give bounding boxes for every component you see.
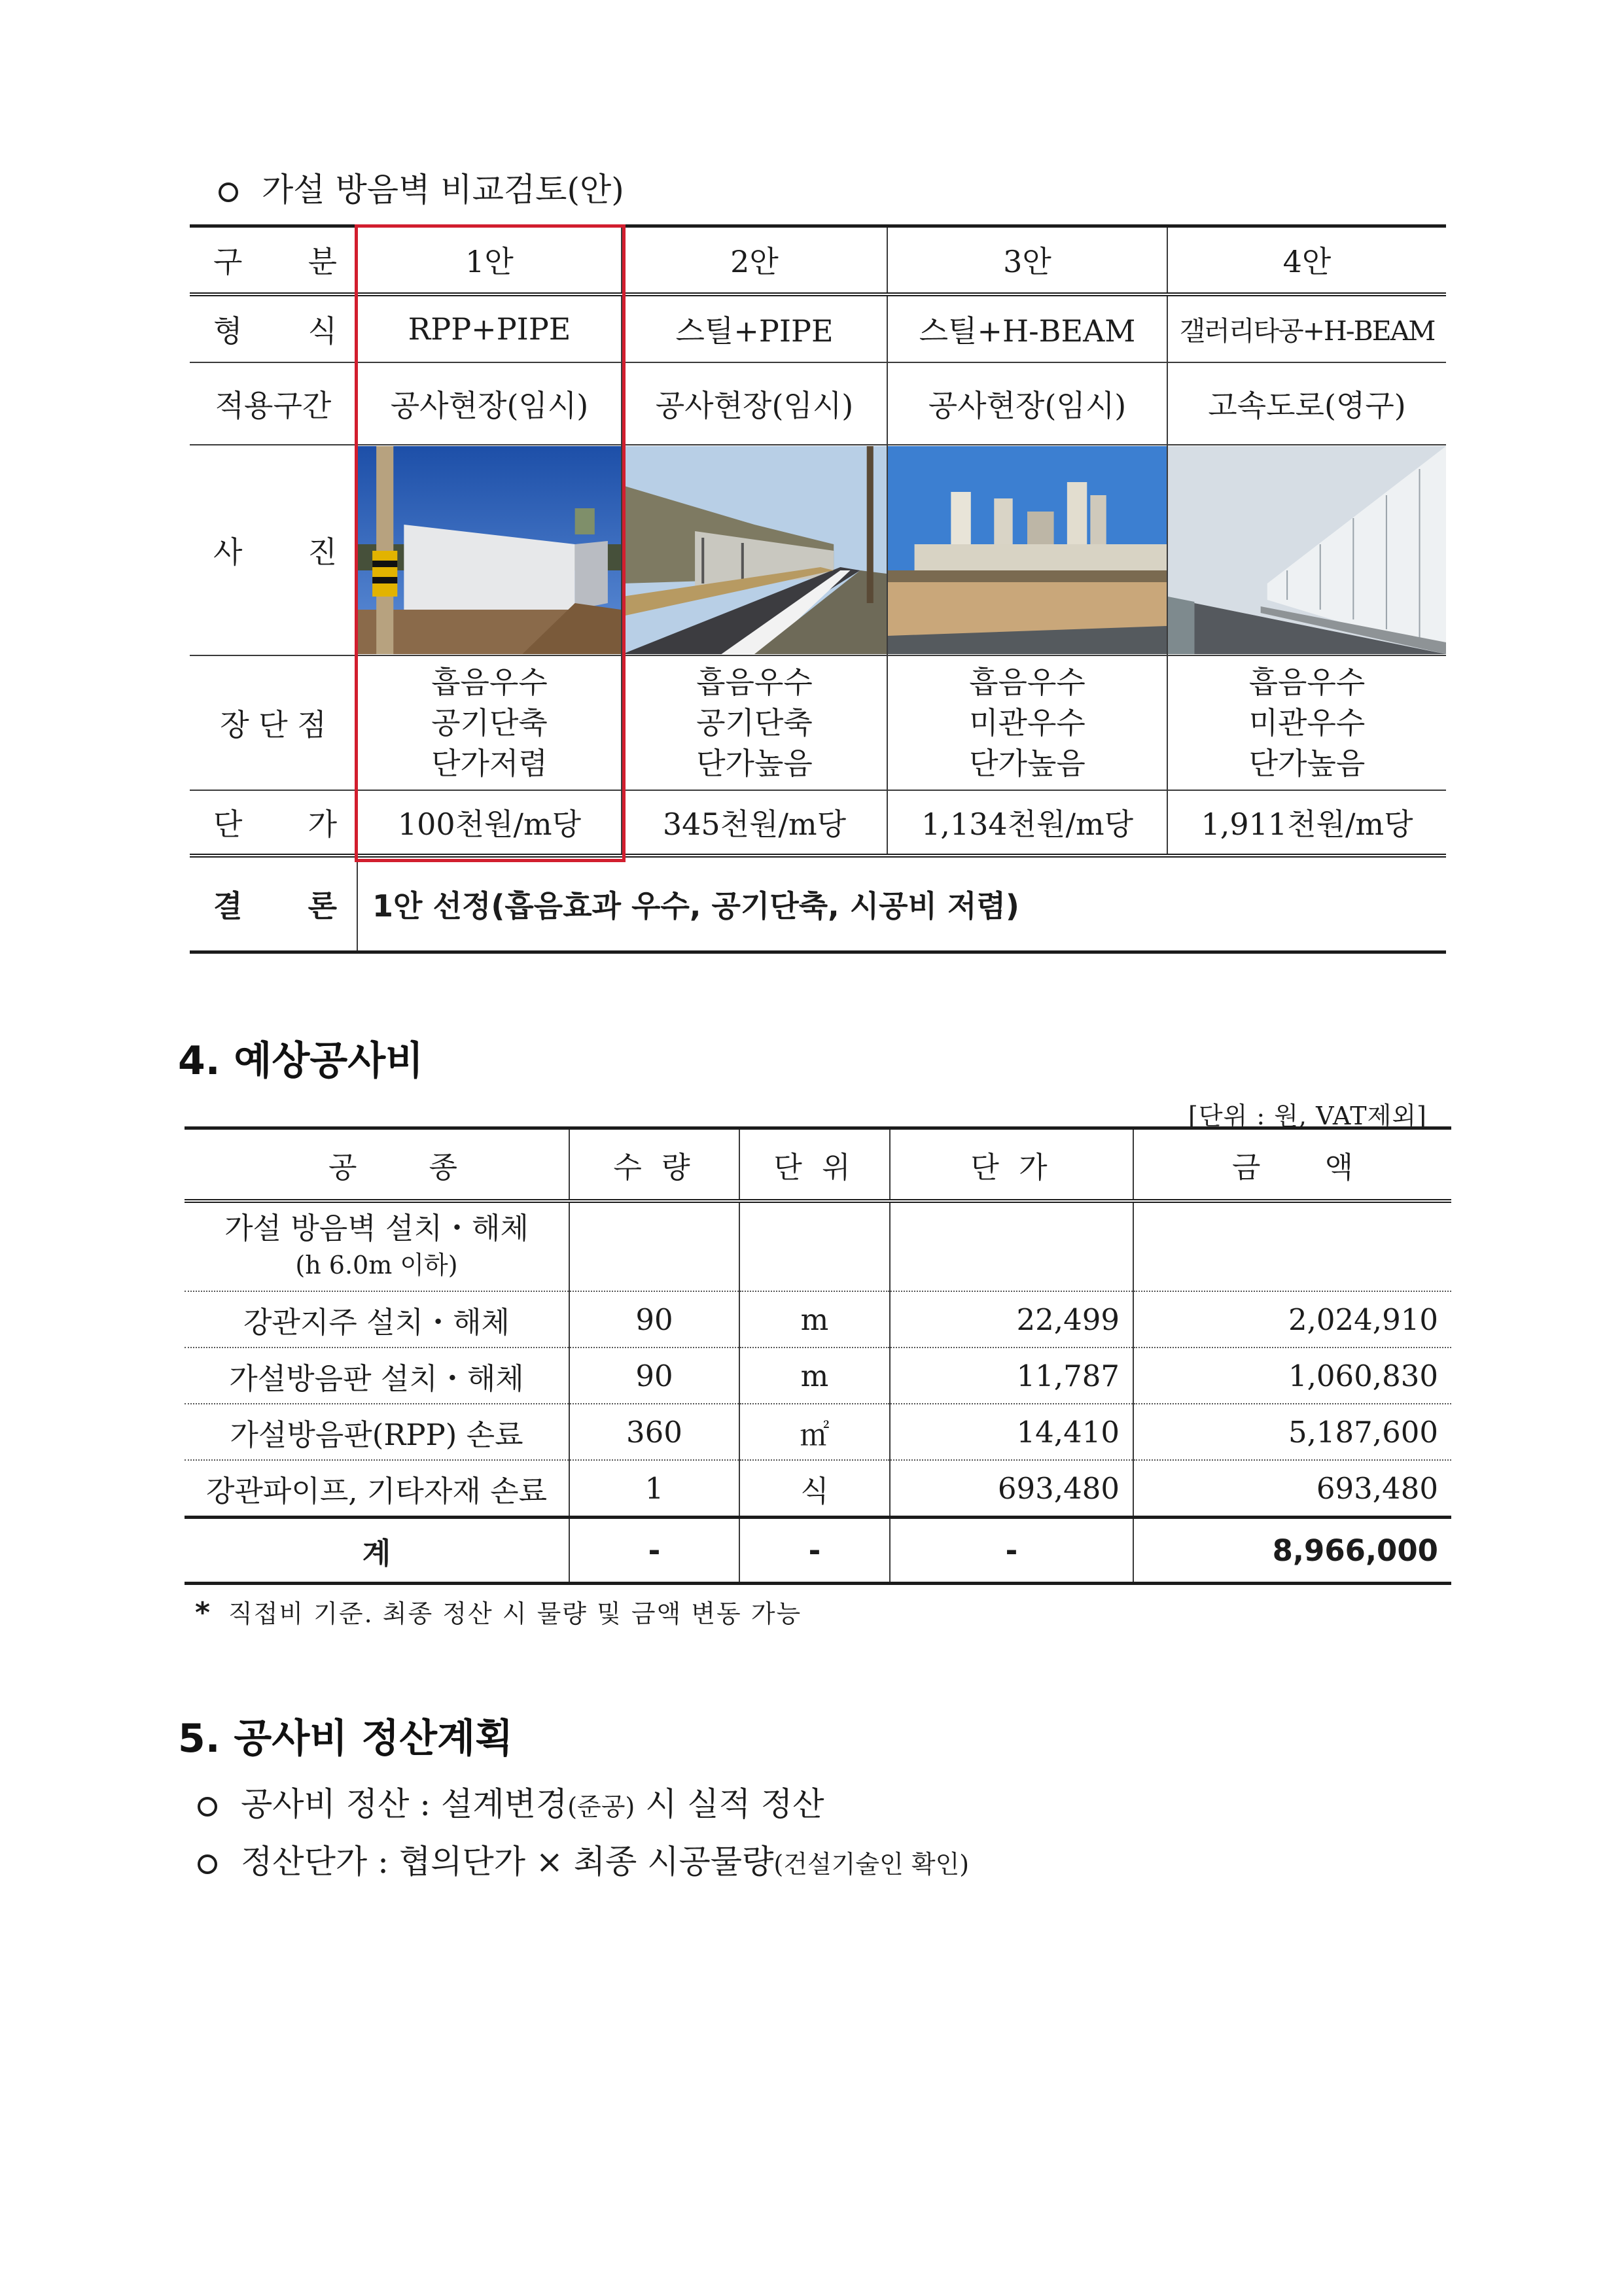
- price-label: 단 가: [190, 790, 357, 856]
- pros-2-line-2: 공기단축: [696, 704, 813, 740]
- header-label-cell: 구 분: [190, 226, 357, 294]
- price-option-3: 1,134천원/m당: [887, 790, 1167, 856]
- cost-row-amount: 693,480: [1133, 1460, 1451, 1518]
- cost-row-unit: 식: [739, 1460, 890, 1518]
- group-amount-empty: [1133, 1201, 1451, 1291]
- settlement-item-1: [198, 1778, 824, 1825]
- steel-pipe-wall-photo: [622, 446, 887, 654]
- group-title-cell: [185, 1201, 569, 1291]
- scope-label: 적용구간: [190, 362, 357, 445]
- type-option-1: RPP+PIPE: [357, 294, 622, 362]
- cost-row-item: 가설방음판 설치・해체: [185, 1348, 569, 1404]
- type-option-3: 스틸+H-BEAM: [887, 294, 1167, 362]
- group-row: [185, 1201, 1451, 1291]
- price-option-1: 100천원/m당: [357, 790, 622, 856]
- photo-label: 사 진: [190, 445, 357, 655]
- cost-header-row: [185, 1128, 1451, 1202]
- option-1-header: 1안: [357, 226, 622, 294]
- pros-4-line-3: 단가높음: [1248, 745, 1366, 781]
- cost-row: [185, 1348, 1451, 1404]
- header-amount: 금 액: [1133, 1128, 1451, 1202]
- total-amount: 8,966,000: [1133, 1518, 1451, 1584]
- pros-3-line-3: 단가높음: [969, 745, 1086, 781]
- cost-row: [185, 1291, 1451, 1348]
- cost-row-unit: m: [739, 1348, 890, 1404]
- conclusion-row: [190, 856, 1446, 952]
- comparison-heading: 가설 방음벽 비교검토(안): [262, 171, 624, 209]
- cost-row-price: 693,480: [890, 1460, 1133, 1518]
- header-unit-price: 단 가: [890, 1128, 1133, 1202]
- cost-table: [185, 1126, 1451, 1585]
- pros-1-line-3: 단가저렴: [431, 745, 548, 781]
- scope-option-2: 공사현장(임시): [622, 362, 887, 445]
- photo-option-2: [622, 445, 887, 655]
- group-qty-empty: [569, 1201, 739, 1291]
- footnote: [195, 1593, 802, 1629]
- group-price-empty: [890, 1201, 1133, 1291]
- footnote-text: 직접비 기준. 최종 정산 시 물량 및 금액 변동 가능: [228, 1599, 802, 1628]
- settlement-item-1-rest: 시 실적 정산: [635, 1785, 824, 1823]
- pros-3-line-2: 미관우수: [969, 704, 1086, 740]
- photo-option-3: [887, 445, 1167, 655]
- cost-row-amount: 5,187,600: [1133, 1404, 1451, 1460]
- pros-2-line-3: 단가높음: [696, 745, 813, 781]
- type-label: 형 식: [190, 294, 357, 362]
- pros-4-line-1: 흡음우수: [1248, 664, 1366, 700]
- header-unit: 단 위: [739, 1128, 890, 1202]
- pros-4-line-2: 미관우수: [1248, 704, 1366, 740]
- cost-row-qty: 1: [569, 1460, 739, 1518]
- settlement-item-1-small: (준공): [567, 1792, 635, 1821]
- pros-1-line-2: 공기단축: [431, 704, 548, 740]
- cost-row-qty: 90: [569, 1348, 739, 1404]
- cost-row-price: 22,499: [890, 1291, 1133, 1348]
- cost-row-unit: m: [739, 1291, 890, 1348]
- asterisk-icon: *: [195, 1596, 212, 1629]
- conclusion-text: 1안 선정(흡음효과 우수, 공기단축, 시공비 저렴): [357, 856, 1446, 952]
- cost-row-amount: 2,024,910: [1133, 1291, 1451, 1348]
- cost-row-qty: 360: [569, 1404, 739, 1460]
- pros-cons-label: 장 단 점: [190, 655, 357, 790]
- cost-row-item: 강관지주 설치・해체: [185, 1291, 569, 1348]
- comparison-heading-line: [219, 164, 624, 211]
- photo-option-4: [1167, 445, 1446, 655]
- pros-option-4: [1167, 655, 1446, 790]
- cost-row-item: 강관파이프, 기타자재 손료: [185, 1460, 569, 1518]
- type-option-2: 스틸+PIPE: [622, 294, 887, 362]
- header-quantity: 수 량: [569, 1128, 739, 1202]
- pros-1-line-1: 흡음우수: [431, 664, 548, 700]
- circle-bullet-icon: [198, 1797, 217, 1817]
- group-subtitle: (h 6.0m 이하): [295, 1251, 458, 1279]
- settlement-title: 5. 공사비 정산계획: [178, 1716, 514, 1762]
- total-unit: -: [739, 1518, 890, 1584]
- conclusion-label: 결 론: [190, 856, 357, 952]
- option-4-header: 4안: [1167, 226, 1446, 294]
- scope-option-1: 공사현장(임시): [357, 362, 622, 445]
- total-price: -: [890, 1518, 1133, 1584]
- price-option-4: 1,911천원/m당: [1167, 790, 1446, 856]
- pros-3-line-1: 흡음우수: [969, 664, 1086, 700]
- total-row: [185, 1518, 1451, 1584]
- scope-option-3: 공사현장(임시): [887, 362, 1167, 445]
- cost-section-title: 4. 예상공사비: [178, 1038, 424, 1084]
- settlement-item-2: [198, 1835, 969, 1883]
- gallery-hbeam-wall-photo: [1168, 446, 1446, 654]
- settlement-item-2-small: (건설기술인 확인): [773, 1850, 970, 1879]
- option-3-header: 3안: [887, 226, 1167, 294]
- cost-row: [185, 1460, 1451, 1518]
- unit-note: [단위 : 원, VAT제외]: [1188, 1102, 1427, 1130]
- pros-option-2: [622, 655, 887, 790]
- group-title: 가설 방음벽 설치・해체: [224, 1211, 529, 1245]
- scope-option-4: 고속도로(영구): [1167, 362, 1446, 445]
- selected-option-highlight: [355, 224, 626, 862]
- pros-option-3: [887, 655, 1167, 790]
- settlement-item-1-main: 공사비 정산 : 설계변경: [241, 1785, 568, 1823]
- steel-hbeam-wall-photo: [888, 446, 1167, 654]
- type-option-4: 갤러리타공+H-BEAM: [1167, 294, 1446, 362]
- cost-row: [185, 1404, 1451, 1460]
- pros-2-line-1: 흡음우수: [696, 664, 813, 700]
- circle-bullet-icon: [219, 183, 238, 202]
- header-work-type: 공 종: [185, 1128, 569, 1202]
- settlement-item-2-main: 정산단가 : 협의단가 × 최종 시공물량: [241, 1843, 774, 1881]
- total-label: 계: [185, 1518, 569, 1584]
- total-qty: -: [569, 1518, 739, 1584]
- circle-bullet-icon: [198, 1854, 217, 1874]
- cost-row-qty: 90: [569, 1291, 739, 1348]
- option-2-header: 2안: [622, 226, 887, 294]
- cost-row-price: 14,410: [890, 1404, 1133, 1460]
- cost-row-unit: ㎡: [739, 1404, 890, 1460]
- cost-row-amount: 1,060,830: [1133, 1348, 1451, 1404]
- cost-row-price: 11,787: [890, 1348, 1133, 1404]
- group-unit-empty: [739, 1201, 890, 1291]
- cost-row-item: 가설방음판(RPP) 손료: [185, 1404, 569, 1460]
- price-option-2: 345천원/m당: [622, 790, 887, 856]
